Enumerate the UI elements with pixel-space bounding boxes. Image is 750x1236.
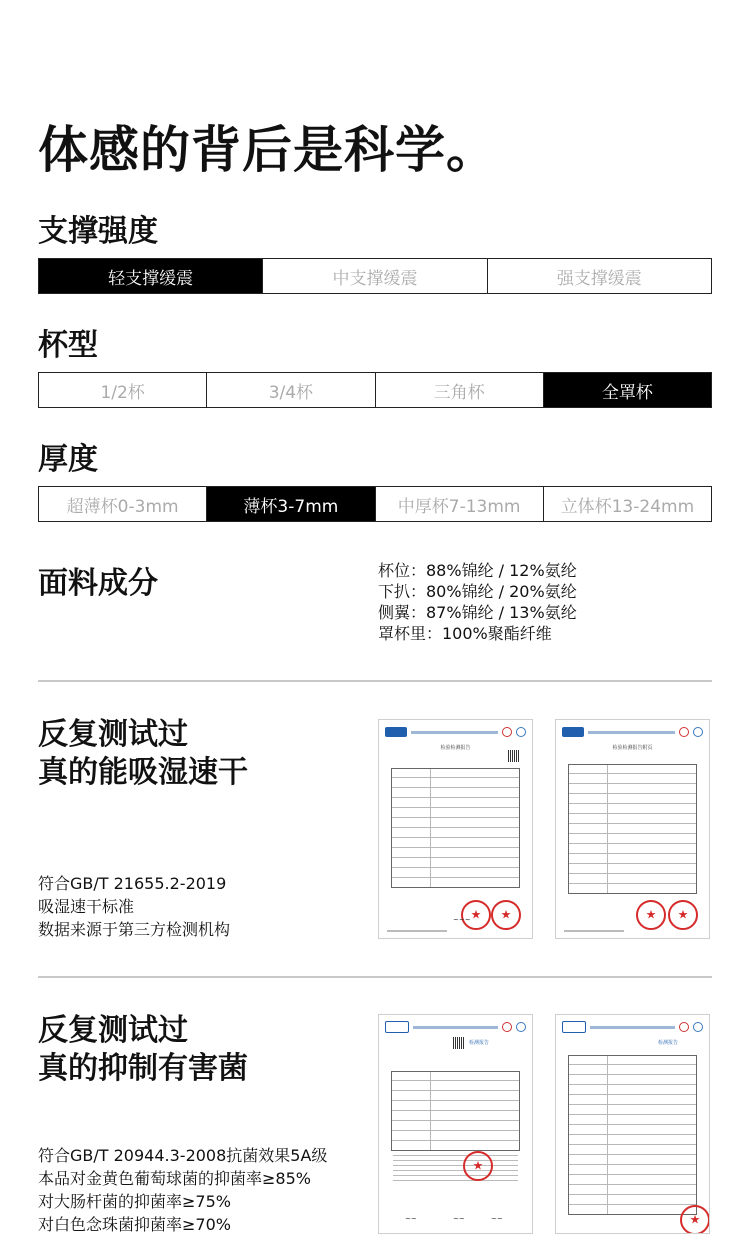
fabric-item-underband: 下扒：80%锦纶 / 20%氨纶 [378, 582, 577, 601]
cup-option-half[interactable]: 1/2杯 [39, 373, 207, 407]
institute-logo-icon [385, 727, 407, 737]
qr-code-icon [453, 1037, 465, 1049]
thickness-option-ultra-thin[interactable]: 超薄杯0-3mm [39, 487, 207, 521]
thickness-option-thin[interactable]: 薄杯3-7mm [207, 487, 375, 521]
antibac-test-desc [38, 1144, 327, 1236]
report-title: 检测报告 [658, 1040, 679, 1046]
signature: ~~ [453, 1215, 465, 1223]
thickness-selector [38, 486, 712, 522]
institute-logo-icon [385, 1021, 409, 1033]
moisture-report-image-1 [378, 719, 533, 939]
antibac-title-line: 真的抑制有害菌 [38, 1051, 248, 1086]
report-table [391, 768, 520, 888]
seal-stamp-icon [461, 900, 491, 930]
report-table [391, 1071, 520, 1151]
support-option-medium[interactable]: 中支撑缓震 [263, 259, 487, 293]
institute-logo-icon [562, 727, 584, 737]
support-option-strong[interactable]: 强支撑缓震 [556, 268, 642, 289]
support-selector [38, 258, 712, 294]
report-title: 检验检测报告附页 [612, 745, 653, 751]
fabric-item-wing: 侧翼：87%锦纶 / 13%氨纶 [378, 603, 577, 622]
antibac-report-image-2 [555, 1014, 710, 1234]
cup-option-full[interactable]: 全罩杯 [544, 373, 711, 407]
antibac-desc-line: 对白色念珠菌抑菌率≥70% [38, 1215, 231, 1234]
fabric-title: 面料成分 [38, 566, 158, 601]
moisture-test-desc [38, 872, 230, 941]
signature: ~~~ [453, 916, 471, 924]
moisture-desc-line: 数据来源于第三方检测机构 [38, 920, 231, 939]
antibac-title-line: 反复测试过 [38, 1013, 188, 1048]
moisture-desc-line: 吸湿速干标准 [38, 897, 135, 916]
thickness-option-medium[interactable]: 中厚杯7-13mm [376, 487, 544, 521]
seal-stamp-icon [680, 1205, 710, 1234]
moisture-report-image-2 [555, 719, 710, 939]
report-table [568, 1055, 697, 1215]
fabric-list [378, 560, 577, 644]
antibac-report-image-1 [378, 1014, 533, 1234]
cup-shape-title: 杯型 [38, 328, 98, 363]
divider [38, 976, 712, 978]
cup-option-three-quarter[interactable]: 3/4杯 [207, 373, 375, 407]
thickness-title: 厚度 [38, 442, 98, 477]
report-title: 检测报告 [469, 1040, 490, 1046]
moisture-test-title [38, 716, 248, 792]
fabric-item-lining: 罩杯里：100%聚酯纤维 [378, 624, 552, 643]
moisture-title-line: 真的能吸湿速干 [38, 755, 248, 790]
antibac-test-title [38, 1012, 248, 1088]
signature: ~~ [491, 1215, 503, 1223]
signature: ~~ [405, 1215, 417, 1223]
support-option-light[interactable]: 轻支撑缓震 [39, 259, 263, 293]
seal-stamp-icon [636, 900, 666, 930]
antibac-desc-line: 本品对金黄色葡萄球菌的抑菌率≥85% [38, 1169, 311, 1188]
cup-shape-selector [38, 372, 712, 408]
report-title: 检验检测报告 [440, 745, 471, 751]
antibac-desc-line: 对大肠杆菌的抑菌率≥75% [38, 1192, 231, 1211]
moisture-desc-line: 符合GB/T 21655.2-2019 [38, 874, 227, 893]
report-table [568, 764, 697, 894]
qr-code-icon [508, 750, 520, 762]
support-title: 支撑强度 [38, 214, 158, 249]
fabric-item-cup: 杯位：88%锦纶 / 12%氨纶 [378, 561, 577, 580]
thickness-option-3d[interactable]: 立体杯13-24mm [560, 496, 695, 517]
seal-stamp-icon [668, 900, 698, 930]
page-title: 体感的背后是科学。 [38, 121, 497, 179]
divider [38, 680, 712, 682]
seal-stamp-icon [491, 900, 521, 930]
cup-option-triangle[interactable]: 三角杯 [376, 373, 544, 407]
institute-logo-icon [562, 1021, 586, 1033]
moisture-title-line: 反复测试过 [38, 717, 188, 752]
antibac-desc-line: 符合GB/T 20944.3-2008抗菌效果5A级 [38, 1146, 328, 1165]
seal-stamp-icon [463, 1151, 493, 1181]
